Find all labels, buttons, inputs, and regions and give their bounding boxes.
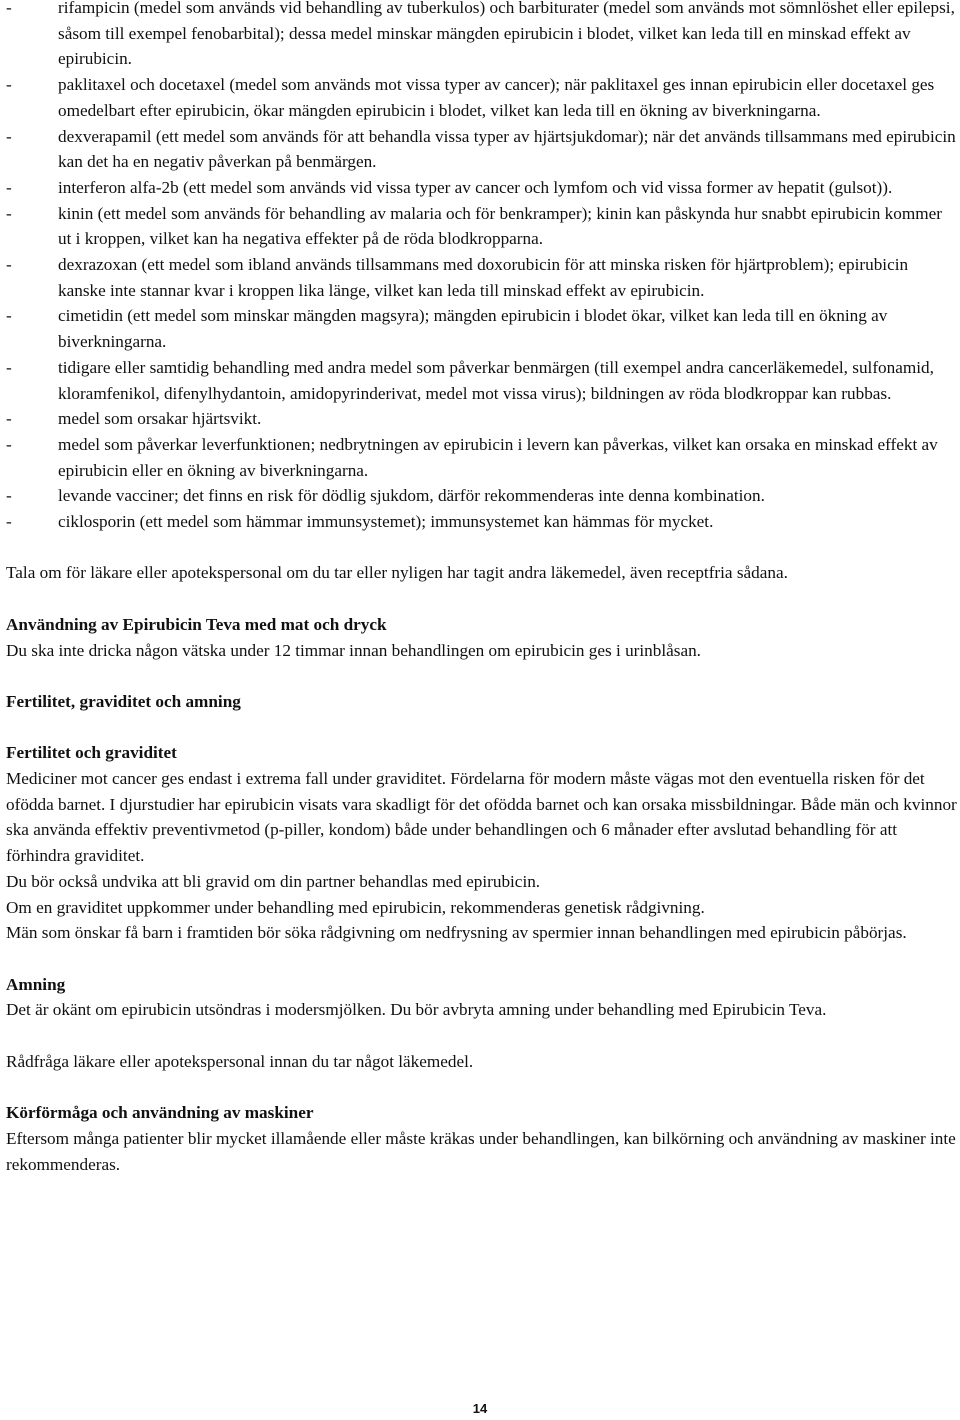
list-dash: - [6,486,12,506]
pregnancy-paragraph: Du bör också undvika att bli gravid om din partner behandlas med epirubicin. [6,871,541,891]
pregnancy-paragraph: Män som önskar få barn i framtiden bör söka rådgivning om nedfrysning av spermier innan behandlingen med epirubicin påbörjas. [6,923,907,943]
list-item-text: kinin (ett medel som används för behandling av malaria och för benkramper); kinin kan påskynda hur snabbt epirubicin kommer ut i kroppen, vilket kan ha negativa effekter på de röda blodkropparna. [58,203,942,249]
list-dash: - [6,434,12,454]
list-dash: - [6,203,12,223]
list-item [6,0,958,72]
list-item [6,509,958,535]
list-item-text: medel som orsakar hjärtsvikt. [58,409,262,429]
list-item [6,432,958,483]
list-item [6,303,958,354]
tell-doctor-paragraph: Tala om för läkare eller apotekspersonal om du tar eller nyligen har tagit andra läkemedel, även receptfria sådana. [6,563,788,583]
list-item-text: rifampicin (medel som används vid behandling av tuberkulos) och barbiturater (medel som används mot sömnlöshet eller epilepsi, såsom till exempel fenobarbital); dessa medel minskar mängden epirubicin i blodet, vilket kan leda till en minskad effekt av epirubicin. [58,0,955,69]
list-dash: - [6,306,12,326]
fertility-heading: Fertilitet, graviditet och amning [6,691,241,711]
list-dash: - [6,177,12,197]
list-item [6,483,958,509]
list-item [6,355,958,406]
advice-paragraph: Rådfråga läkare eller apotekspersonal innan du tar något läkemedel. [6,1051,474,1071]
list-item-text: tidigare eller samtidig behandling med andra medel som påverkar benmärgen (till exempel andra cancerläkemedel, sulfonamid, kloramfenikol, difenylhydantoin, amidopyrinderivat, medel mot vissa virus); bildningen av röda blodkroppar kan rubbas. [58,357,934,403]
list-item-text: cimetidin (ett medel som minskar mängden magsyra); mängden epirubicin i blodet ökar, vilket kan leda till en ökning av biverkningarna. [58,306,888,352]
pregnancy-paragraph: Om en graviditet uppkommer under behandling med epirubicin, rekommenderas genetisk rådgivning. [6,897,705,917]
list-item-text: medel som påverkar leverfunktionen; nedbrytningen av epirubicin i levern kan påverkas, vilket kan orsaka en minskad effekt av epirubicin eller en ökning av biverkningarna. [58,434,938,480]
list-item [6,201,958,252]
list-item-text: paklitaxel och docetaxel (medel som används mot vissa typer av cancer); när paklitaxel ges innan epirubicin eller docetaxel ges omedelbart efter epirubicin, ökar mängden epirubicin i blodet, vilket kan leda till en ökning av biverkningarna. [58,75,935,120]
list-item [6,72,958,123]
breastfeeding-paragraph: Det är okänt om epirubicin utsöndras i modersmjölken. Du bör avbryta amning under behandling med Epirubicin Teva. [6,1000,827,1020]
list-dash: - [6,357,12,377]
food-heading: Användning av Epirubicin Teva med mat och dryck [6,614,387,634]
list-item [6,124,958,175]
list-item [6,406,958,432]
document-body [6,0,958,1177]
driving-paragraph: Eftersom många patienter blir mycket illamående eller måste kräkas under behandlingen, kan bilkörning och användning av maskiner inte rekommenderas. [6,1128,956,1174]
pregnancy-paragraph: Mediciner mot cancer ges endast i extrema fall under graviditet. Fördelarna för modern måste vägas mot den eventuella risken för det ofödda barnet. I djurstudier har epirubicin visats vara skadligt för det ofödda barnet och kan orsaka missbildningar. Både män och kvinnor ska använda effektiv preventivmetod (p-piller, kondom) både under behandlingen och 6 månader efter avslutad behandling för att förhindra graviditet. [6,769,957,866]
pregnancy-heading: Fertilitet och graviditet [6,743,177,763]
list-dash: - [6,75,12,95]
list-item-text: dexverapamil (ett medel som används för att behandla vissa typer av hjärtsjukdomar); när det används tillsammans med epirubicin kan det ha en negativ påverkan på benmärgen. [58,126,956,172]
list-item [6,175,958,201]
list-dash: - [6,409,12,429]
list-item-text: ciklosporin (ett medel som hämmar immunsystemet); immunsystemet kan hämmas för mycket. [58,512,714,532]
page-number: 14 [472,1401,488,1416]
list-item-text: interferon alfa-2b (ett medel som används vid vissa typer av cancer och lymfom och vid vissa former av hepatit (gulsot)). [58,177,893,197]
breastfeeding-heading: Amning [6,974,66,994]
list-dash: - [6,126,12,146]
driving-heading: Körförmåga och användning av maskiner [6,1103,314,1123]
interaction-list [6,0,958,535]
list-dash: - [6,255,12,275]
food-paragraph: Du ska inte dricka någon vätska under 12 timmar innan behandlingen om epirubicin ges i urinblåsan. [6,640,701,660]
list-dash: - [6,0,12,17]
list-item [6,252,958,303]
list-dash: - [6,512,12,532]
list-item-text: levande vacciner; det finns en risk för dödlig sjukdom, därför rekommenderas inte denna kombination. [58,486,765,506]
list-item-text: dexrazoxan (ett medel som ibland används tillsammans med doxorubicin för att minska risken för hjärtproblem); epirubicin kanske inte stannar kvar i kroppen lika länge, vilket kan leda till minskad effekt av epirubicin. [58,255,909,300]
